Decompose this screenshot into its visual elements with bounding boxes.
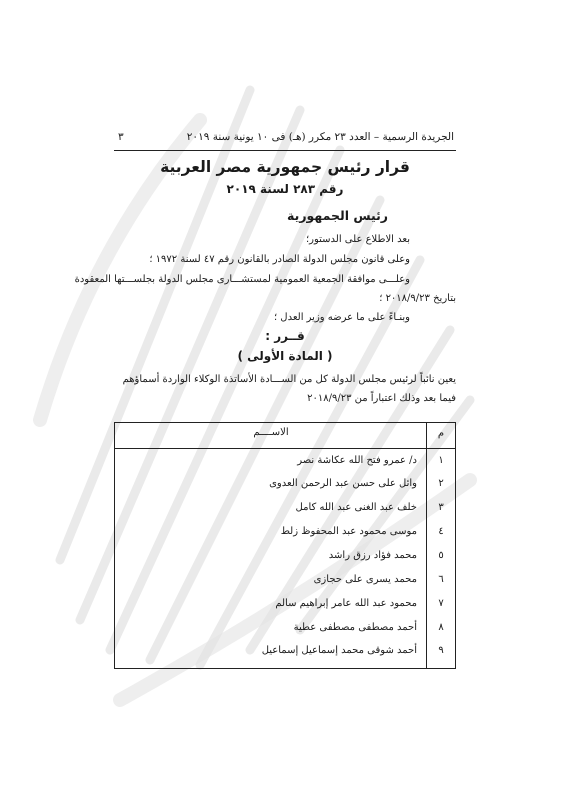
preamble-line-4: بتاريخ ٢٠١٨/٩/٢٣ ؛ bbox=[379, 293, 456, 304]
row-name: أحمد مصطفى مصطفى عطية bbox=[293, 622, 417, 633]
row-name: د/ عمرو فتح الله عكاشة نصر bbox=[297, 455, 417, 466]
table-row bbox=[115, 598, 455, 620]
gazette-header-text: الجريدة الرسمية – العدد ٢٣ مكرر (هـ) فى ١٠ يونية سنة ٢٠١٩ bbox=[186, 131, 454, 143]
table-header-name: الاســــم bbox=[253, 427, 289, 438]
row-number: ٤ bbox=[438, 526, 444, 537]
row-number: ٧ bbox=[438, 598, 444, 609]
article-one-heading: ( المادة الأولى ) bbox=[237, 349, 333, 363]
page-number: ٣ bbox=[118, 131, 124, 143]
preamble-line-5: وبنـاءً على ما عرضه وزير العدل ؛ bbox=[273, 312, 410, 323]
row-name: خلف عبد الغنى عبد الله كامل bbox=[295, 502, 417, 513]
table-row bbox=[115, 574, 455, 596]
decided-heading: قــرر : bbox=[265, 329, 305, 343]
table-header-number: م bbox=[437, 428, 445, 439]
row-number: ١ bbox=[438, 455, 444, 466]
header-rule bbox=[114, 150, 456, 151]
row-name: وائل على حسن عبد الرحمن العدوى bbox=[269, 478, 417, 489]
decree-number: رقم ٢٨٣ لسنة ٢٠١٩ bbox=[226, 182, 344, 196]
row-name: أحمد شوقى محمد إسماعيل إسماعيل bbox=[261, 645, 417, 656]
table-row bbox=[115, 526, 455, 548]
row-name: محمد فؤاد رزق راشد bbox=[328, 550, 417, 561]
president-heading: رئيس الجمهورية bbox=[287, 208, 388, 223]
row-number: ٣ bbox=[438, 502, 444, 513]
row-name: محمد يسرى على حجازى bbox=[313, 574, 417, 585]
row-number: ٢ bbox=[438, 478, 444, 489]
row-name: محمود عبد الله عامر إبراهيم سالم bbox=[275, 598, 417, 609]
row-name: موسى محمود عبد المحفوظ زلط bbox=[280, 526, 417, 537]
table-row bbox=[115, 550, 455, 572]
table-row bbox=[115, 622, 455, 644]
table-row bbox=[115, 502, 455, 524]
row-number: ٨ bbox=[438, 622, 444, 633]
decree-title: قرار رئيس جمهورية مصر العربية bbox=[160, 158, 410, 176]
preamble-line-3: وعلـــى موافقة الجمعية العمومية لمستشـــارى مجلس الدولة بجلســـتها المعقودة bbox=[74, 274, 410, 285]
article-one-text-line-1: يعين نائباً لرئيس مجلس الدولة كل من الســـادة الأساتذة الوكلاء الواردة أسماؤهم bbox=[122, 374, 456, 385]
preamble-line-2: وعلى قانون مجلس الدولة الصادر بالقانون رقم ٤٧ لسنة ١٩٧٢ ؛ bbox=[149, 254, 410, 265]
table-row bbox=[115, 478, 455, 500]
row-number: ٥ bbox=[438, 550, 444, 561]
table-row bbox=[115, 455, 455, 477]
preamble-line-1: بعد الاطلاع على الدستور؛ bbox=[305, 234, 410, 245]
page-header bbox=[118, 131, 454, 143]
table-row bbox=[115, 645, 455, 667]
table-header-divider bbox=[115, 448, 455, 449]
article-one-text-line-2: فيما بعد وذلك اعتباراً من ٢٠١٨/٩/٢٣ bbox=[307, 393, 456, 404]
row-number: ٩ bbox=[438, 645, 444, 656]
names-table bbox=[114, 422, 456, 669]
row-number: ٦ bbox=[438, 574, 444, 585]
